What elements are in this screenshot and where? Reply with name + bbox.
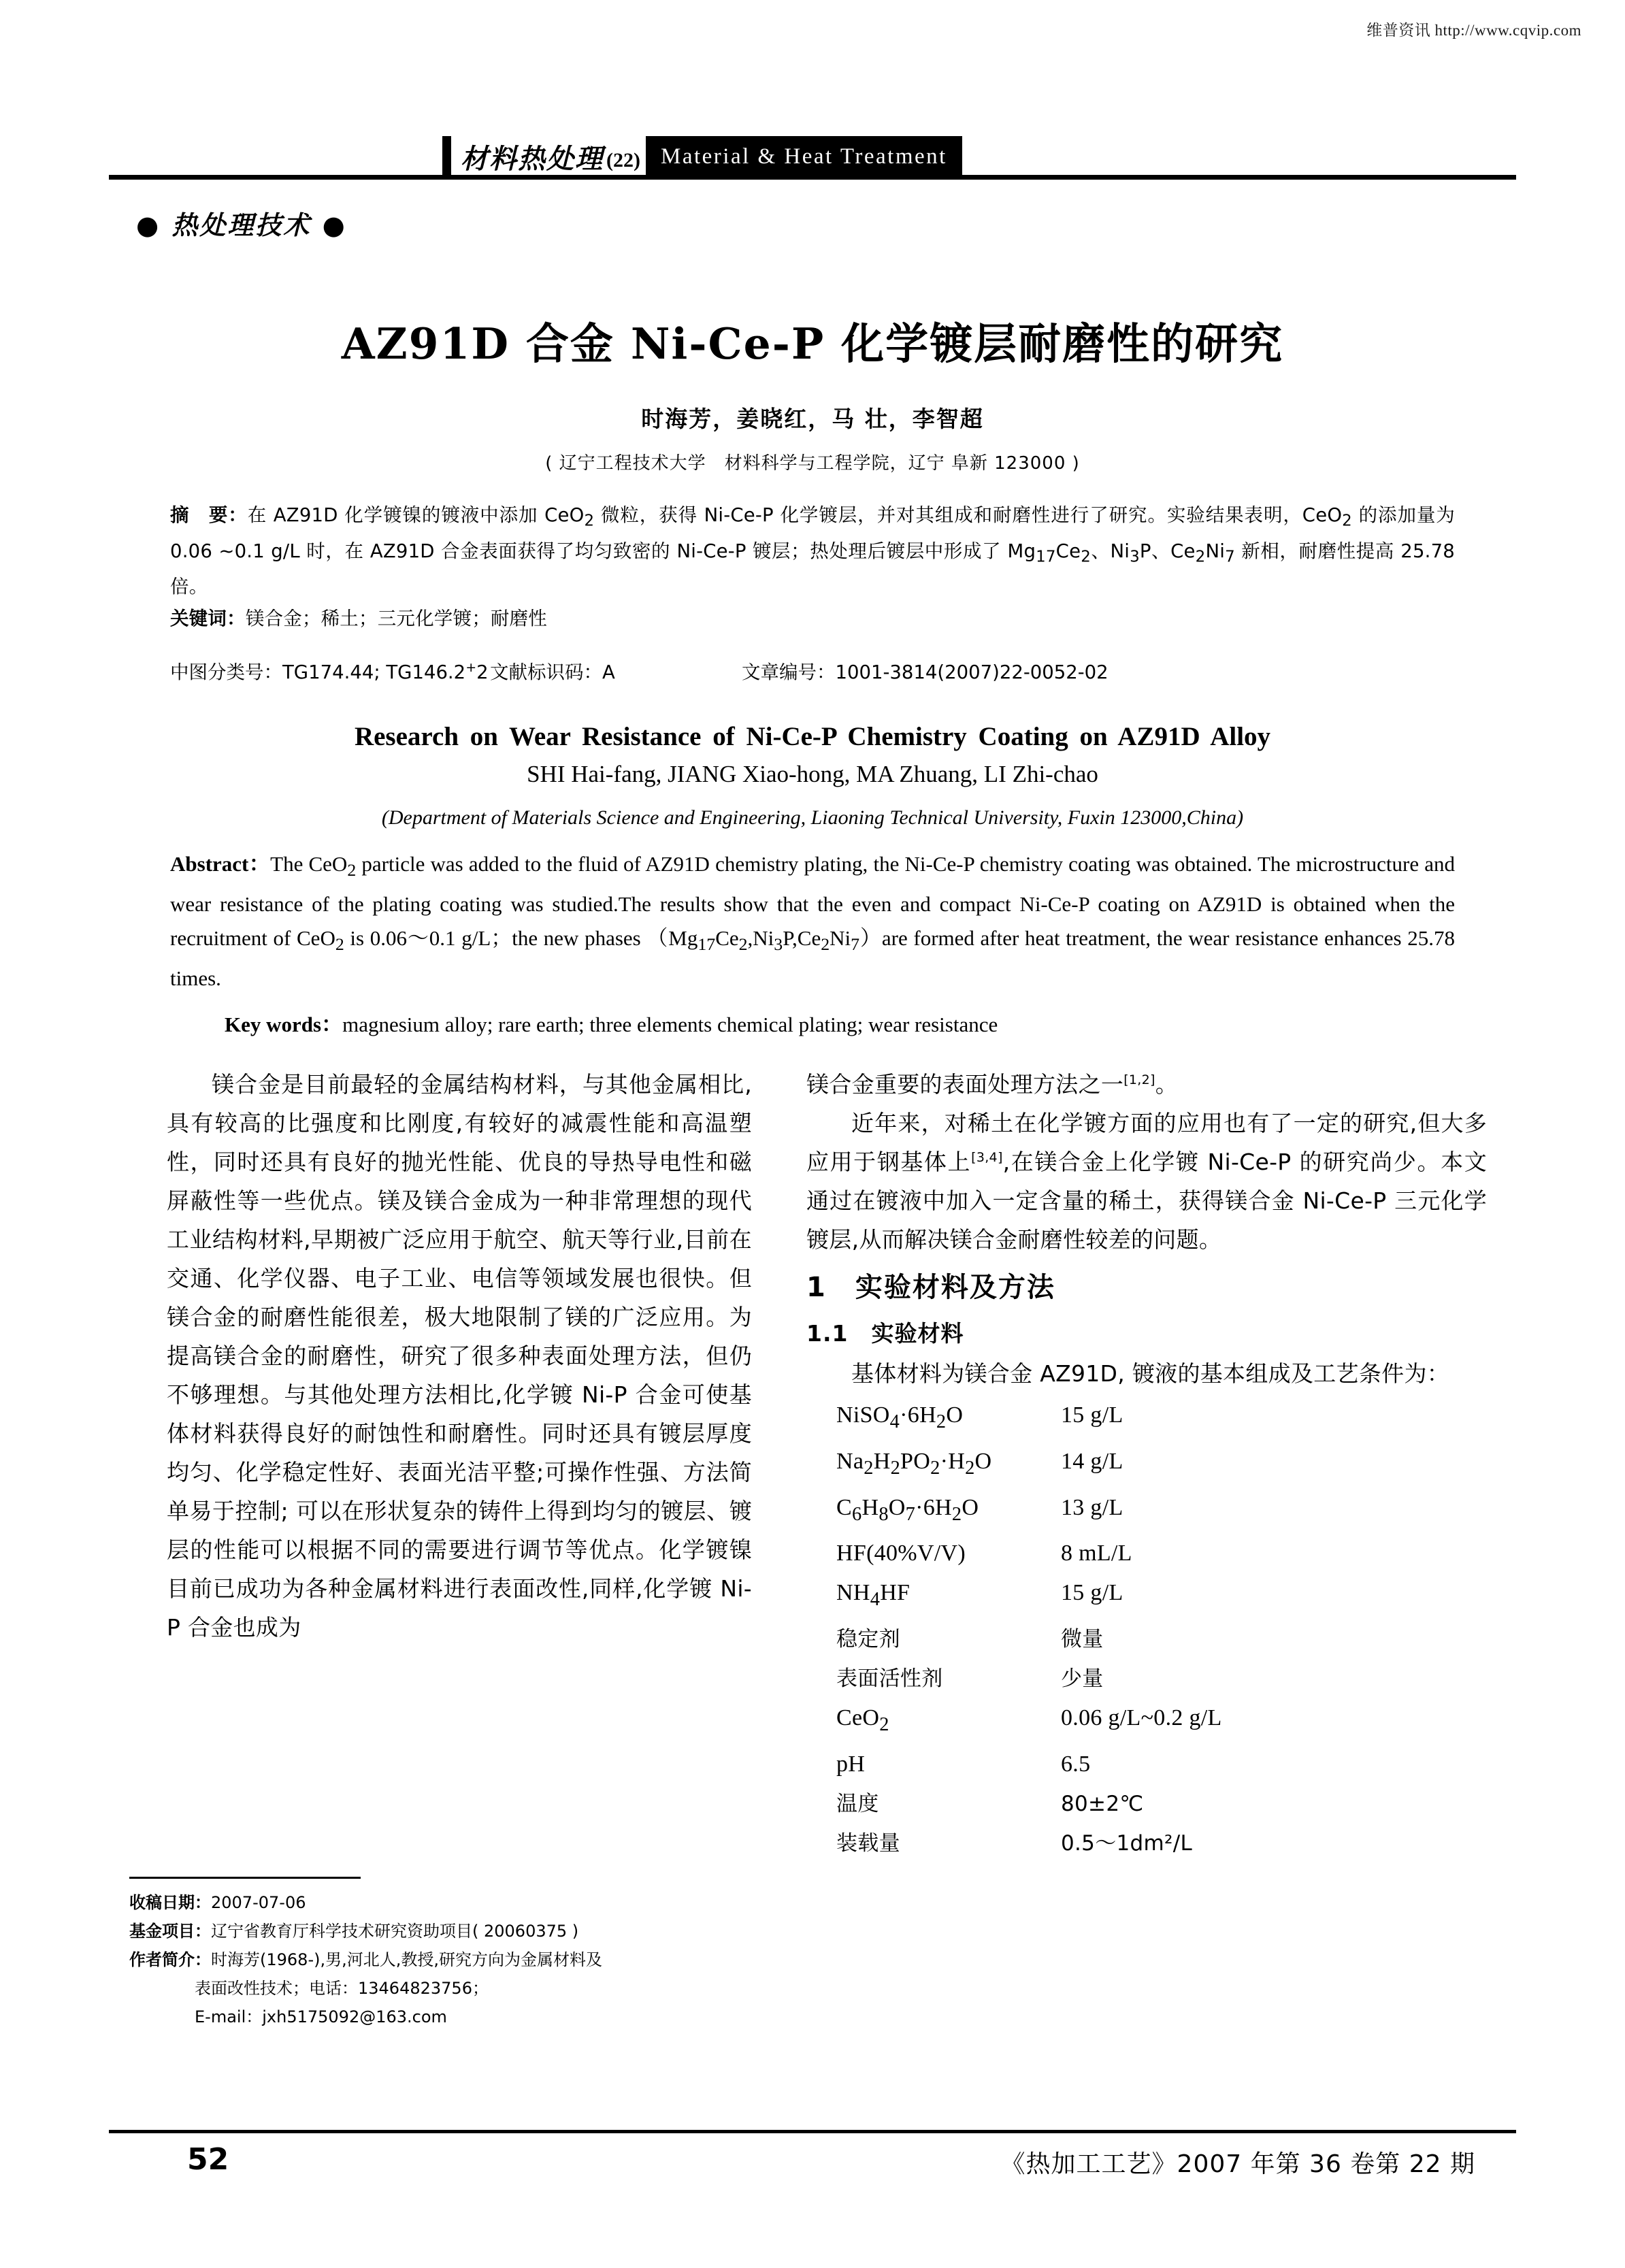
chem-name: 装载量 xyxy=(836,1830,900,1856)
document-code-value: A xyxy=(602,661,615,683)
chem-value: 14 g/L xyxy=(1061,1448,1123,1474)
keywords-cn xyxy=(170,604,1455,634)
chem-name: HF(40%V/V) xyxy=(836,1541,966,1566)
body-text-a: 近年来，对稀土在化学镀方面的应用也有了一定的研究,但大多应用于钢基体上 xyxy=(806,1110,1487,1175)
footer-rule xyxy=(109,2130,1516,2133)
title-en: Research on Wear Resistance of Ni-Ce-P Chemistry Coating on AZ91D Alloy xyxy=(354,722,1271,751)
body-text-b: ,在镁合金上化学镀 Ni-Ce-P 的研究尚少。本文通过在镀液中加入一定含量的稀土，获得镁合金 Ni-Ce-P 三元化学镀层,从而解决镁合金耐磨性较差的问题。 xyxy=(806,1149,1487,1253)
author-bio xyxy=(129,1945,742,1974)
authors-en: SHI Hai-fang, JIANG Xiao-hong, MA Zhuang, LI Zhi-chao xyxy=(527,761,1098,787)
abstract-cn-body xyxy=(170,500,1455,602)
masthead-title-en: Material & Heat Treatment xyxy=(646,136,962,177)
authors-cn: 时海芳，姜晓红，马 壮，李智超 xyxy=(641,406,984,432)
fund-project-value: 辽宁省教育厅科学技术研究资助项目( 20060375 ) xyxy=(211,1922,579,1941)
chem-value: 少量 xyxy=(1061,1666,1104,1692)
chem-value: 0.06 g/L~0.2 g/L xyxy=(1061,1705,1222,1731)
citation-ref: [3,4] xyxy=(971,1150,1003,1165)
chem-value: 80±2℃ xyxy=(1061,1791,1144,1816)
article-id xyxy=(742,657,1109,684)
chem-row xyxy=(806,1534,1487,1573)
chem-name: 温度 xyxy=(836,1791,879,1816)
document-code-label: 文献标识码： xyxy=(490,661,602,683)
body-paragraph: 基体材料为镁合金 AZ91D, 镀液的基本组成及工艺条件为： xyxy=(851,1360,1450,1387)
chem-name: $Na_2H_2PO_2\cdot H_2O$ xyxy=(836,1448,992,1479)
body-column-left xyxy=(167,1065,752,1647)
chem-name: $C_6H_8O_7\cdot 6H_2O$ xyxy=(836,1494,979,1525)
section-tag: ● 热处理技术 ● xyxy=(136,210,347,240)
received-date-label: 收稿日期： xyxy=(129,1893,211,1912)
affiliation-cn: ( 辽宁工程技术大学 材料科学与工程学院，辽宁 阜新 123000 ) xyxy=(545,453,1080,474)
clc-value: TG174.44; TG146.2+2 xyxy=(282,659,489,683)
chem-row xyxy=(806,1573,1487,1620)
chem-name: $NH_4HF$ xyxy=(836,1580,910,1611)
abstract-cn-label: 摘 要： xyxy=(170,504,248,526)
masthead-rule xyxy=(109,175,1516,180)
body-text: 镁合金重要的表面处理方法之一 xyxy=(806,1071,1124,1098)
body-text-end: 。 xyxy=(1155,1071,1179,1098)
body-paragraph: 镁合金是目前最轻的金属结构材料，与其他金属相比,具有较高的比强度和比刚度,有较好的减震性能和高温塑性，同时还具有良好的抛光性能、优良的导热导电性和磁屏蔽性等一些优点。镁及镁合金成为一种非常理想的现代工业结构材料,早期被广泛应用于航空、航天等行业,目前在交通、化学仪器、电子工业、电信等领域发展也很快。但镁合金的耐磨性能很差，极大地限制了镁的广泛应用。为提高镁合金的耐磨性，研究了很多种表面处理方法，但仍不够理想。与其他处理方法相比,化学镀 Ni-P 合金可使基体材料获得良好的耐蚀性和耐磨性。同时还具有镀层厚度均匀、化学稳定性好、表面光洁平整;可操作性强、方法简单易于控制; 可以在形状复杂的铸件上得到均匀的镀层、镀层的性能可以根据不同的需要进行调节等优点。化学镀镍目前已成功为各种金属材料进行表面改性,同样,化学镀 Ni-P 合金也成为 xyxy=(167,1071,752,1641)
author-email: E-mail：jxh5175092@163.com xyxy=(195,2007,447,2026)
chem-name: CeO$_2$ xyxy=(836,1705,889,1735)
received-date xyxy=(129,1888,742,1917)
chem-name: $NiSO_4\cdot 6H_2O$ xyxy=(836,1402,964,1432)
keywords-en xyxy=(170,1007,1455,1038)
body-paragraph xyxy=(806,1104,1487,1259)
footnote-block xyxy=(129,1888,742,2031)
abstract-en-text: The CeO$_2$ particle was added to the fluid of AZ91D chemistry plating, the Ni-Ce-P chemistry coating was obtained. The microstructure and wear resistance of the plating coating was studied.The results show that the even and compact Ni-Ce-P coating on AZ91D is obtained when the recruitment of CeO$_2$ is 0.06～0.1 g/L；the new phases $(Mg_{17}Ce_2,Ni_3P,Ce_2Ni_7)are$ formed after heat treatment, the wear resistance enhances 25.78 times. xyxy=(170,852,1456,991)
journal-footer-line: 《热加工工艺》2007 年第 36 卷第 22 期 xyxy=(1000,2150,1475,2178)
heading-section-1-1: 1.1 实验材料 xyxy=(806,1320,964,1347)
watermark-text: 维普资讯 http://www.cqvip.com xyxy=(1366,22,1581,39)
body-paragraph-continued xyxy=(806,1065,1487,1104)
clc-number xyxy=(170,657,490,684)
chem-value: 15 g/L xyxy=(1061,1402,1123,1428)
chem-value: 13 g/L xyxy=(1061,1494,1123,1520)
fund-project xyxy=(129,1917,742,1945)
footnote-rule xyxy=(129,1877,361,1879)
chem-name: 稳定剂 xyxy=(836,1627,900,1652)
chem-value: 0.5～1dm²/L xyxy=(1061,1830,1193,1856)
chem-row xyxy=(806,1488,1487,1534)
article-id-value: 1001-3814(2007)22-0052-02 xyxy=(835,661,1109,683)
chem-row xyxy=(806,1620,1487,1659)
classification-line xyxy=(170,657,1455,684)
clc-label: 中图分类号： xyxy=(170,661,282,683)
keywords-cn-label: 关键词： xyxy=(170,608,246,629)
keywords-en-text: magnesium alloy; rare earth; three elements chemical plating; wear resistance xyxy=(342,1013,998,1036)
chem-row xyxy=(806,1824,1487,1863)
citation-ref: [1,2] xyxy=(1123,1072,1155,1087)
body-column-right xyxy=(806,1065,1487,1863)
received-date-value: 2007-07-06 xyxy=(211,1893,306,1912)
masthead-title-cn: 材料热处理 xyxy=(442,136,606,177)
chem-name: 表面活性剂 xyxy=(836,1666,943,1692)
chem-row xyxy=(806,1659,1487,1698)
author-bio-label: 作者简介： xyxy=(129,1950,211,1969)
chem-value: 微量 xyxy=(1061,1627,1104,1652)
abstract-cn-text: 在 AZ91D 化学镀镍的镀液中添加 CeO$_2$ 微粒，获得 Ni-Ce-P 化学镀层，并对其组成和耐磨性进行了研究。实验结果表明，CeO$_2$ 的添加量为 0.06 ~0.1 g/L 时，在 AZ91D 合金表面获得了均匀致密的 Ni-Ce-P 镀层；热处理后镀层中形成了 $Mg_{17}Ce_2$、$Ni_3P$、$Ce_2Ni_7$ 新相，耐磨性提高 25.78 倍。 xyxy=(170,504,1456,597)
masthead xyxy=(109,129,1516,180)
document-code xyxy=(490,657,742,684)
abstract-en-label: Abstract： xyxy=(170,852,271,876)
masthead-banner xyxy=(442,136,962,177)
chem-name: pH xyxy=(836,1751,866,1777)
plating-bath-composition-list xyxy=(806,1396,1487,1863)
fund-project-label: 基金项目： xyxy=(129,1922,211,1941)
chem-row xyxy=(806,1745,1487,1784)
masthead-issue-number: (22) xyxy=(606,136,646,177)
abstract-en xyxy=(170,847,1455,996)
heading-section-1: 1 实验材料及方法 xyxy=(806,1272,1055,1303)
chem-value: 6.5 xyxy=(1061,1751,1091,1777)
page-number: 52 xyxy=(187,2142,229,2177)
abstract-cn xyxy=(170,500,1455,634)
keywords-cn-text: 镁合金；稀土；三元化学镀；耐磨性 xyxy=(245,608,548,629)
article-id-label: 文章编号： xyxy=(742,661,836,683)
chem-row xyxy=(806,1396,1487,1442)
affiliation-en: (Department of Materials Science and Engineering, Liaoning Technical University, Fuxin 123000,China) xyxy=(381,806,1244,829)
chem-row xyxy=(806,1784,1487,1824)
author-bio-line2: 表面改性技术；电话：13464823756； xyxy=(195,1979,489,1998)
keywords-en-label: Key words： xyxy=(225,1013,343,1036)
author-bio-value: 时海芳(1968-),男,河北人,教授,研究方向为金属材料及 xyxy=(211,1950,602,1969)
chem-row xyxy=(806,1442,1487,1488)
chem-value: 8 mL/L xyxy=(1061,1541,1132,1566)
chem-value: 15 g/L xyxy=(1061,1580,1123,1606)
chem-row xyxy=(806,1698,1487,1745)
page-title: AZ91D 合金 Ni-Ce-P 化学镀层耐磨性的研究 xyxy=(341,318,1284,369)
